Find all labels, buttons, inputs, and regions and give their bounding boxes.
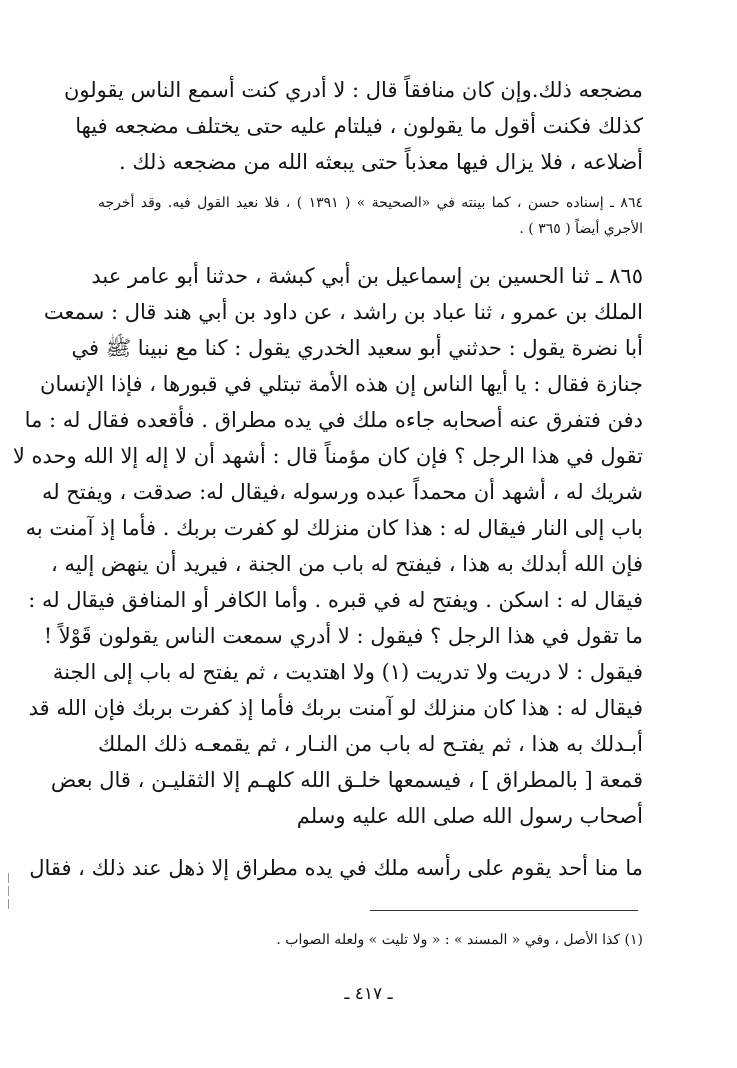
note-864 (98, 190, 643, 242)
text-line: قمعة [ بالمطراق ] ، فيسمعها خلـق الله كلهـم إلا الثقليـن ، قال بعض (50, 768, 643, 792)
page-body (12, 60, 643, 886)
footnote-divider (370, 910, 638, 911)
footnote: (١) كذا الأصل ، وفي « المسند » : « ولا تليت » ولعله الصواب . (276, 932, 643, 948)
text-line: مضجعه ذلك.وإن كان منافقاً قال : لا أدري كنت أسمع الناس يقولون (63, 78, 643, 102)
text-line: الملك بن عمرو ، ثنا عباد بن راشد ، عن داود بن أبي هند قال : سمعت (43, 300, 643, 324)
final-paragraph (29, 850, 643, 886)
text-line: باب إلى النار فيقال له : هذا كان منزلك لو كفرت بربك . فأما إذ آمنت به (25, 516, 643, 540)
text-line: أضلاعه ، فلا يزال فيها معذباً حتى يبعثه الله من مضجعه ذلك . (119, 150, 643, 174)
note-line: الأجري أيضاً ( ٣٦٥ ) . (519, 221, 643, 237)
margin-marks (5, 870, 9, 930)
text-line: أبا نضرة يقول : حدثني أبو سعيد الخدري يقول : كنا مع نبينا ﷺ في (71, 336, 643, 360)
text-line: أبـدلك به هذا ، ثم يفتـح له باب من النـار ، ثم يقمعـه ذلك الملك (98, 732, 643, 756)
text-line: ما منا أحد يقوم على رأسه ملك في يده مطراق إلا ذهل عند ذلك ، فقال (29, 856, 643, 880)
text-line: ٨٦٥ ـ ثنا الحسين بن إسماعيل بن أبي كبشة ، حدثنا أبو عامر عبد (91, 264, 643, 288)
text-line: جنازة فقال : يا أيها الناس إن هذه الأمة تبتلي في قبورها ، فإذا الإنسان (40, 372, 643, 396)
page-number: ـ ٤١٧ ـ (344, 984, 393, 1004)
text-line: كذلك فكنت أقول ما يقولون ، فيلتام عليه حتى يختلف مضجعه فيها (75, 114, 643, 138)
text-line: فإن الله أبدلك به هذا ، فيفتح له باب من الجنة ، فيريد أن ينهض إليه ، (51, 552, 643, 576)
text-line: فيقال له : هذا كان منزلك لو آمنت بربك فأما إذ كفرت بربك فإن الله قد (28, 696, 643, 720)
text-line: دفن فتفرق عنه أصحابه جاءه ملك في يده مطراق . فأقعده فقال له : ما (24, 408, 643, 432)
hadith-865 (12, 258, 643, 834)
text-line: ما تقول في هذا الرجل ؟ فيقول : لا أدري سمعت الناس يقولون قَوْلاً ! (43, 624, 643, 648)
text-line: تقول في هذا الرجل ؟ فإن كان مؤمناً قال : أشهد أن لا إله إلا الله وحده لا (12, 444, 643, 468)
text-line: شريك له ، أشهد أن محمداً عبده ورسوله ،فيقال له: صدقت ، ويفتح له (41, 480, 643, 504)
text-line: فيقول : لا دريت ولا تدريت (١) ولا اهتديت ، ثم يفتح له باب إلى الجنة (52, 660, 643, 684)
text-line: فيقال له : اسكن . ويفتح له في قبره . وأما الكافر أو المنافق فيقال له : (28, 588, 643, 612)
top-paragraph (63, 72, 643, 180)
text-line: أصحاب رسول الله صلى الله عليه وسلم (296, 804, 643, 828)
note-line: ٨٦٤ ـ إسناده حسن ، كما بينته في «الصحيحة » ( ١٣٩١ ) ، فلا نعيد القول فيه. وقد أخرجه (98, 195, 643, 211)
